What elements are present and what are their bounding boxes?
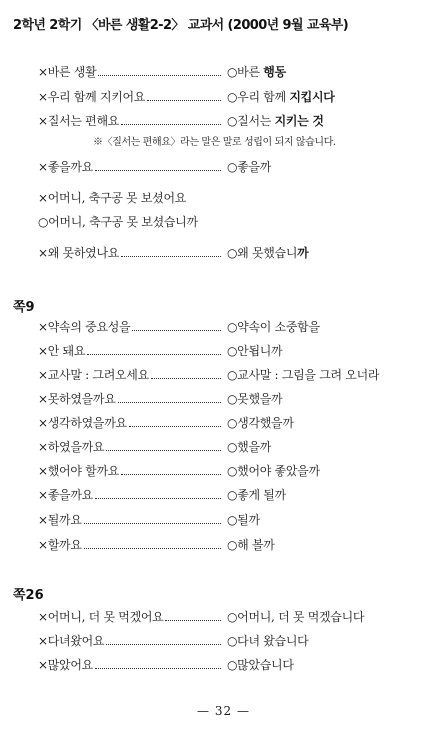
leader-dots [151, 378, 221, 379]
section-heading: 쪽9 [13, 300, 35, 315]
correct-expression: ○했어야 좋았을까 [227, 464, 320, 478]
correct-expression: ○생각했을까 [227, 416, 294, 430]
leader-dots [95, 498, 221, 499]
correct-expression: ○어머니, 더 못 먹겠습니다 [227, 610, 365, 624]
correction-row [38, 536, 430, 554]
correct-expression: ○될까 [227, 513, 260, 527]
correct-expression: ○많았습니다 [227, 658, 294, 672]
correction-row [38, 608, 430, 626]
correction-row [38, 318, 430, 336]
incorrect-expression: ×질서는 편해요 [38, 112, 223, 130]
incorrect-expression: ×될까요 [38, 511, 223, 529]
incorrect-expression: ×교사말 : 그려오세요 [38, 366, 223, 384]
correct-expression: ○바른 행동 [227, 65, 286, 79]
leader-dots [121, 256, 221, 257]
page-number: — 32 — [197, 704, 250, 718]
correction-row [38, 244, 430, 262]
incorrect-expression: ×안 돼요 [38, 342, 223, 360]
correction-row [38, 63, 430, 81]
leader-dots [165, 620, 221, 621]
correction-row [38, 414, 430, 432]
correct-expression: ○했을까 [227, 440, 272, 454]
incorrect-expression: ×하였을까요 [38, 438, 223, 456]
leader-dots [84, 523, 221, 524]
correct-expression: ○다녀 왔습니다 [227, 634, 309, 648]
incorrect-expression: ×다녀왔어요 [38, 632, 223, 650]
correction-row [38, 88, 430, 106]
correction-row [38, 511, 430, 529]
correct-expression: ○질서는 지키는 것 [227, 114, 324, 128]
correct-expression: ○어머니, 축구공 못 보셨습니까 [38, 215, 198, 229]
correction-row [38, 158, 430, 176]
correct-expression: ○좋게 될까 [227, 488, 286, 502]
incorrect-expression: ×많았어요 [38, 656, 223, 674]
leader-dots [132, 330, 221, 331]
section-heading: 쪽26 [13, 588, 44, 603]
correction-row [38, 632, 430, 650]
correct-expression: ○약속이 소중함을 [227, 320, 320, 334]
incorrect-expression: ×못하였을까요 [38, 390, 223, 408]
correct-expression: ○교사말 : 그림을 그려 오너라 [227, 368, 380, 382]
correct-expression: ○안됩니까 [227, 344, 283, 358]
incorrect-expression: ×바른 생활 [38, 63, 223, 81]
incorrect-expression: ×생각하였을까요 [38, 414, 223, 432]
incorrect-expression: ×왜 못하였나요 [38, 244, 223, 262]
incorrect-expression: ×어머니, 더 못 먹겠어요 [38, 608, 223, 626]
leader-dots [106, 644, 221, 645]
leader-dots [106, 450, 221, 451]
correction-row [38, 390, 430, 408]
correction-row [38, 438, 430, 456]
page-title: 2학년 2학기 〈바른 생활2-2〉 교과서 (2000년 9월 교육부) [13, 18, 349, 33]
correction-row [38, 486, 430, 504]
correct-expression: ○우리 함께 지킵시다 [227, 90, 335, 104]
incorrect-expression: ×우리 함께 지키어요 [38, 88, 223, 106]
correct-expression: ○왜 못했습니까 [227, 246, 309, 260]
incorrect-expression: ×했어야 할까요 [38, 462, 223, 480]
incorrect-expression: ×어머니, 축구공 못 보셨어요 [38, 191, 187, 205]
leader-dots [118, 402, 221, 403]
leader-dots [98, 75, 221, 76]
incorrect-expression: ×좋을까요 [38, 158, 223, 176]
correction-row [38, 342, 430, 360]
incorrect-expression: ×약속의 중요성을 [38, 318, 223, 336]
incorrect-expression: ×할까요 [38, 536, 223, 554]
leader-dots [121, 124, 221, 125]
leader-dots [87, 354, 221, 355]
leader-dots [95, 170, 221, 171]
leader-dots [129, 426, 221, 427]
leader-dots [84, 548, 221, 549]
correction-row [38, 112, 430, 130]
correction-row [38, 462, 430, 480]
correction-row [38, 656, 430, 674]
correct-expression: ○해 볼까 [227, 538, 275, 552]
correct-expression: ○못했을까 [227, 392, 283, 406]
leader-dots [121, 474, 221, 475]
note-text: ※〈질서는 편해요〉라는 말은 말로 성립이 되지 않습니다. [93, 137, 336, 148]
correct-expression: ○좋을까 [227, 160, 272, 174]
correction-row [38, 366, 430, 384]
leader-dots [95, 668, 221, 669]
incorrect-expression: ×좋을까요 [38, 486, 223, 504]
leader-dots [147, 100, 221, 101]
